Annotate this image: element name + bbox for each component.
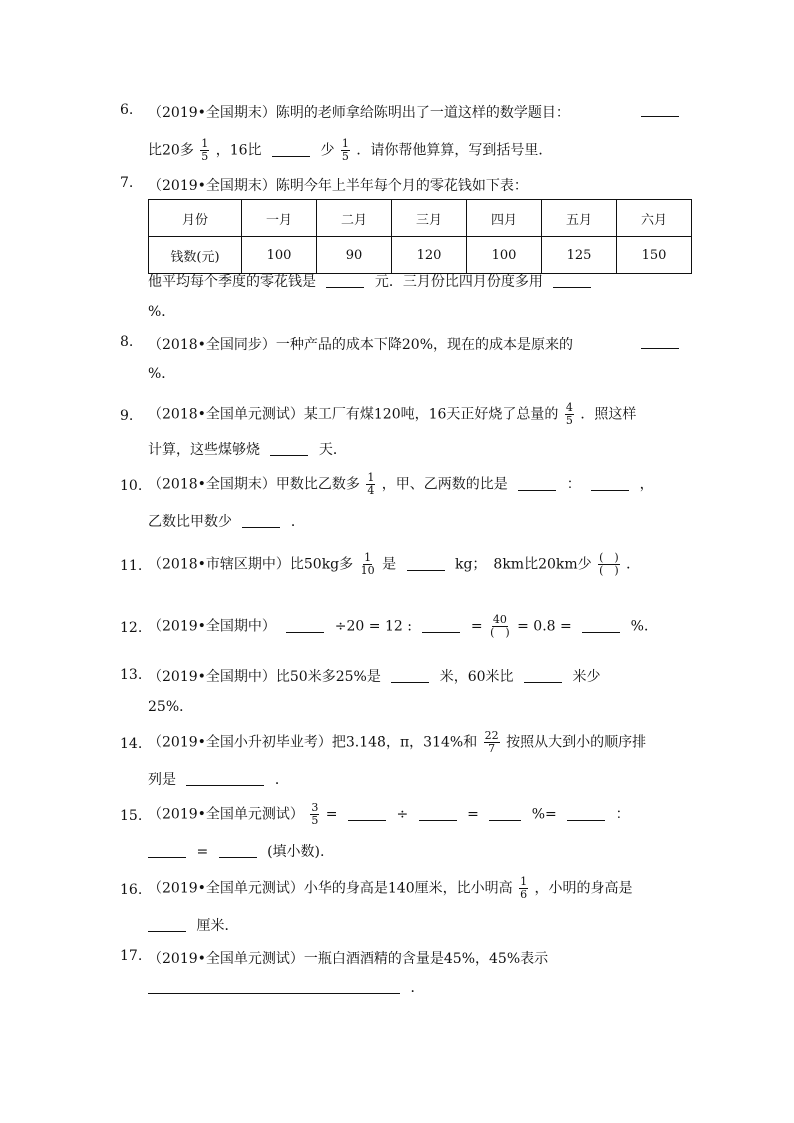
answer-blank[interactable] [582,618,620,633]
question-number: 16. [120,882,143,898]
question-number: 8. [120,334,134,350]
question-text: （2019•全国期末）陈明今年上半年每个月的零花钱如下表： [148,178,528,194]
fraction: $\frac{1}{4}$ [367,471,375,497]
question-text: （2019•全国期末）陈明的老师拿给陈明出了一道这样的数学题目： [148,105,570,121]
question-number: 12. [120,620,143,636]
answer-blank[interactable] [148,979,400,994]
answer-blank[interactable] [186,771,264,786]
allowance-table [148,199,692,274]
question-line: ． [148,978,424,998]
question-line: （2019•全国期中） ÷20 = 12 : = $\frac{40}{( )}$ = 0.8 = %． [148,613,658,639]
question-text: （2019•全国单元测试）一瓶白酒酒精的含量是45%，45%表示 [148,951,549,967]
question-number: 7. [120,175,134,191]
answer-blank[interactable] [591,476,629,491]
answer-blank[interactable] [641,102,679,117]
question-line: 乙数比甲数少 ． [148,514,305,530]
fraction: $\frac{22}{7}$ [484,729,499,755]
question-line: 列是 ． [148,772,289,788]
question-line: （2019•全国单元测试）小华的身高是140厘米，比小明高 $\frac{1}{6}$ ，小明的身高是 [148,875,633,901]
answer-blank[interactable] [407,556,445,571]
fraction: $\frac{1}{5}$ [201,137,209,163]
answer-blank[interactable] [489,806,521,821]
table-cell: 四月 [467,200,542,237]
question-number: 15. [120,808,143,824]
question-line: （2019•全国小升初毕业考）把3.14̇8̇，π，314%和 $\frac{22}{7}$ 按照从大到小的顺序排 [148,729,647,755]
answer-blank[interactable] [242,513,280,528]
fraction-blank[interactable]: $\frac{( )}{( )}$ [599,551,619,577]
question-number: 13. [120,667,143,683]
question-line: %． [148,304,176,320]
answer-blank[interactable] [553,273,591,288]
answer-blank[interactable] [148,917,186,932]
question-line: （2019•全国单元测试） $\frac{3}{5}$ = ÷ = %= ： [148,801,630,827]
question-line: （2019•全国期中）比50米多25%是 米，60米比 米少 [148,669,601,685]
question-line: 比20多 $\frac{1}{5}$ ，16比 少 $\frac{1}{5}$ ．请你帮他算算，写到括号里． [148,137,553,163]
fraction: $\frac{1}{10}$ [360,551,375,577]
answer-blank[interactable] [286,618,324,633]
question-number: 9. [120,408,134,424]
table-cell: 月份 [149,200,242,237]
question-line: = (填小数). [148,842,324,862]
question-text: （2018•全国同步）一种产品的成本下降20%，现在的成本是原来的 [148,337,574,353]
fraction: $\frac{1}{6}$ [520,875,528,901]
table-header-row [149,200,692,237]
answer-blank[interactable] [326,273,364,288]
fraction: $\frac{1}{5}$ [341,137,349,163]
table-cell: 100 [467,237,542,274]
question-number: 6. [120,102,134,118]
fraction-blank[interactable]: $\frac{40}{( )}$ [490,613,510,639]
table-cell: 100 [242,237,317,274]
question-number: 11. [120,558,143,574]
table-cell: 120 [392,237,467,274]
table-cell: 钱数(元) [149,237,242,274]
fraction: $\frac{3}{5}$ [311,801,319,827]
table-cell: 150 [617,237,692,274]
question-line: （2018•全国期末）甲数比乙数多 $\frac{1}{4}$ ，甲、乙两数的比是 ： ， [148,471,654,497]
question-number: 17. [120,948,143,964]
question-number: 14. [120,736,143,752]
answer-blank[interactable] [641,334,679,349]
answer-blank[interactable] [391,668,429,683]
table-cell: 三月 [392,200,467,237]
fraction: $\frac{4}{5}$ [565,401,573,427]
table-row [149,237,692,274]
answer-blank[interactable] [270,441,308,456]
table-cell: 90 [317,237,392,274]
answer-blank[interactable] [148,843,186,858]
question-line: 计算，这些煤够烧 天． [148,442,347,458]
table-cell: 五月 [542,200,617,237]
answer-blank[interactable] [219,843,257,858]
question-line: （2018•全国单元测试）某工厂有煤120吨，16天正好烧了总量的 $\frac{4}{5}$ ．照这样 [148,401,637,427]
question-line: 厘米． [148,916,238,936]
question-line: 他平均每个季度的零花钱是 元．三月份比四月份度多用 [148,272,597,292]
answer-blank[interactable] [518,476,556,491]
answer-blank[interactable] [348,806,386,821]
question-line: 25%． [148,699,194,715]
answer-blank[interactable] [272,142,310,157]
answer-blank[interactable] [567,806,605,821]
table-cell: 一月 [242,200,317,237]
answer-blank[interactable] [419,806,457,821]
question-line: （2018•市辖区期中）比50kg多 $\frac{1}{10}$ 是 kg； 8km比20km少 $\frac{( )}{( )}$ ． [148,551,641,577]
table-cell: 六月 [617,200,692,237]
answer-blank[interactable] [422,618,460,633]
answer-blank[interactable] [524,668,562,683]
question-line: %． [148,366,176,382]
table-cell: 125 [542,237,617,274]
table-cell: 二月 [317,200,392,237]
question-number: 10. [120,478,143,494]
